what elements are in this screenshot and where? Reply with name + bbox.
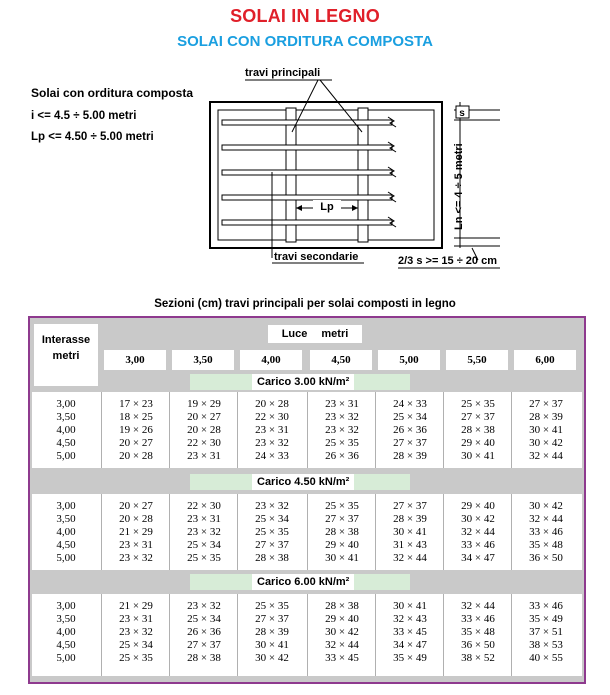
section-column bbox=[170, 600, 238, 665]
section-value: 30 × 41 bbox=[529, 424, 563, 436]
section-value: 31 × 43 bbox=[393, 539, 427, 551]
section-value: 33 × 45 bbox=[393, 626, 427, 638]
interasse-value: 5,00 bbox=[56, 652, 76, 664]
section-value: 22 × 30 bbox=[187, 437, 221, 449]
floor-plan-diagram bbox=[200, 62, 510, 274]
interasse-value: 4,00 bbox=[56, 526, 76, 538]
section-value: 25 × 34 bbox=[119, 639, 153, 651]
section-value: 35 × 49 bbox=[393, 652, 427, 664]
section-value: 25 × 35 bbox=[255, 526, 289, 538]
section-value: 33 × 46 bbox=[461, 539, 495, 551]
section-value: 22 × 30 bbox=[255, 411, 289, 423]
section-value: 29 × 40 bbox=[325, 613, 359, 625]
section-value: 20 × 27 bbox=[119, 500, 153, 512]
info-interasse: i <= 4.5 ÷ 5.00 metri bbox=[31, 110, 137, 122]
label-travi-principali: travi principali bbox=[245, 67, 321, 79]
section-value: 26 × 36 bbox=[187, 626, 221, 638]
section-value: 25 × 34 bbox=[255, 513, 289, 525]
section-value: 40 × 55 bbox=[529, 652, 563, 664]
section-value: 32 × 44 bbox=[529, 513, 563, 525]
section-value: 27 × 37 bbox=[187, 639, 221, 651]
section-value: 38 × 53 bbox=[529, 639, 563, 651]
section-column bbox=[170, 398, 238, 463]
section-column bbox=[308, 500, 376, 565]
interasse-value: 3,50 bbox=[56, 513, 76, 525]
section-column bbox=[444, 398, 512, 463]
info-luce: Lp <= 4.50 ÷ 5.00 metri bbox=[31, 131, 154, 143]
section-column bbox=[512, 398, 580, 463]
interasse-column bbox=[32, 398, 100, 463]
section-value: 29 × 40 bbox=[461, 500, 495, 512]
section-column bbox=[444, 600, 512, 665]
sections-table bbox=[28, 316, 586, 684]
section-value: 23 × 32 bbox=[187, 526, 221, 538]
table-caption: Sezioni (cm) travi principali per solai composti in legno bbox=[154, 298, 456, 310]
section-column bbox=[238, 398, 306, 463]
section-value: 30 × 41 bbox=[393, 600, 427, 612]
section-value: 23 × 32 bbox=[255, 437, 289, 449]
section-value: 30 × 42 bbox=[529, 500, 563, 512]
label-travi-secondarie: travi secondarie bbox=[274, 251, 359, 263]
interasse-value: 3,00 bbox=[56, 500, 76, 512]
section-value: 18 × 25 bbox=[119, 411, 153, 423]
page-subtitle: SOLAI CON ORDITURA COMPOSTA bbox=[177, 33, 433, 50]
section-column bbox=[512, 500, 580, 565]
section-value: 20 × 27 bbox=[119, 437, 153, 449]
section-value: 27 × 37 bbox=[393, 500, 427, 512]
interasse-header bbox=[34, 324, 98, 386]
luce-label: Luce bbox=[281, 328, 308, 340]
section-value: 21 × 29 bbox=[119, 600, 153, 612]
section-value: 29 × 40 bbox=[325, 539, 359, 551]
section-value: 27 × 37 bbox=[461, 411, 495, 423]
section-value: 25 × 35 bbox=[255, 600, 289, 612]
section-value: 23 × 31 bbox=[187, 513, 221, 525]
interasse-value: 3,50 bbox=[56, 613, 76, 625]
section-value: 35 × 49 bbox=[529, 613, 563, 625]
section-value: 23 × 32 bbox=[325, 411, 359, 423]
section-column bbox=[376, 500, 444, 565]
section-value: 19 × 29 bbox=[187, 398, 221, 410]
section-value: 27 × 37 bbox=[529, 398, 563, 410]
span-header: 6,00 bbox=[514, 350, 576, 370]
section-value: 23 × 31 bbox=[119, 613, 153, 625]
info-heading: Solai con orditura composta bbox=[31, 86, 194, 100]
section-value: 34 × 47 bbox=[393, 639, 427, 651]
section-value: 30 × 42 bbox=[325, 626, 359, 638]
section-value: 21 × 29 bbox=[119, 526, 153, 538]
section-value: 25 × 34 bbox=[187, 539, 221, 551]
section-value: 30 × 42 bbox=[255, 652, 289, 664]
section-value: 25 × 35 bbox=[325, 500, 359, 512]
section-value: 27 × 37 bbox=[255, 613, 289, 625]
load-block bbox=[32, 594, 582, 676]
section-value: 30 × 41 bbox=[393, 526, 427, 538]
span-header: 4,50 bbox=[310, 350, 372, 370]
section-value: 30 × 41 bbox=[255, 639, 289, 651]
section-value: 23 × 31 bbox=[119, 539, 153, 551]
section-value: 30 × 42 bbox=[529, 437, 563, 449]
section-value: 24 × 33 bbox=[255, 450, 289, 462]
section-value: 32 × 44 bbox=[529, 450, 563, 462]
section-value: 35 × 48 bbox=[461, 626, 495, 638]
section-value: 20 × 28 bbox=[255, 398, 289, 410]
section-value: 28 × 39 bbox=[393, 513, 427, 525]
section-column bbox=[238, 600, 306, 665]
section-value: 25 × 35 bbox=[187, 552, 221, 564]
section-value: 23 × 31 bbox=[187, 450, 221, 462]
interasse-value: 4,50 bbox=[56, 437, 76, 449]
section-value: 32 × 43 bbox=[393, 613, 427, 625]
section-value: 29 × 40 bbox=[461, 437, 495, 449]
luce-unit: metri bbox=[321, 328, 349, 340]
section-column bbox=[512, 600, 580, 665]
load-block bbox=[32, 392, 582, 468]
section-value: 23 × 32 bbox=[119, 552, 153, 564]
interasse-value: 4,50 bbox=[56, 539, 76, 551]
interasse-value: 4,50 bbox=[56, 639, 76, 651]
load-label: Carico 3.00 kN/m² bbox=[252, 374, 354, 390]
section-value: 32 × 44 bbox=[461, 526, 495, 538]
section-value: 23 × 31 bbox=[255, 424, 289, 436]
section-value: 19 × 26 bbox=[119, 424, 153, 436]
section-value: 20 × 27 bbox=[187, 411, 221, 423]
interasse-value: 5,00 bbox=[56, 450, 76, 462]
section-value: 33 × 46 bbox=[529, 526, 563, 538]
section-column bbox=[102, 398, 170, 463]
section-value: 28 × 38 bbox=[187, 652, 221, 664]
section-value: 25 × 34 bbox=[187, 613, 221, 625]
load-label: Carico 6.00 kN/m² bbox=[252, 574, 354, 590]
section-value: 20 × 28 bbox=[187, 424, 221, 436]
section-value: 36 × 50 bbox=[461, 639, 495, 651]
section-value: 22 × 30 bbox=[187, 500, 221, 512]
section-value: 24 × 33 bbox=[393, 398, 427, 410]
span-header: 4,00 bbox=[240, 350, 302, 370]
interasse-value: 3,00 bbox=[56, 398, 76, 410]
section-value: 20 × 28 bbox=[119, 450, 153, 462]
section-value: 23 × 32 bbox=[325, 424, 359, 436]
section-column bbox=[376, 600, 444, 665]
label-s: s bbox=[459, 108, 465, 119]
section-value: 17 × 23 bbox=[119, 398, 153, 410]
section-value: 28 × 38 bbox=[255, 552, 289, 564]
section-value: 32 × 44 bbox=[461, 600, 495, 612]
section-column bbox=[308, 600, 376, 665]
section-column bbox=[102, 500, 170, 565]
section-value: 30 × 41 bbox=[461, 450, 495, 462]
section-value: 28 × 38 bbox=[461, 424, 495, 436]
section-value: 25 × 35 bbox=[325, 437, 359, 449]
section-value: 25 × 35 bbox=[461, 398, 495, 410]
section-value: 26 × 36 bbox=[393, 424, 427, 436]
section-column bbox=[444, 500, 512, 565]
section-value: 35 × 48 bbox=[529, 539, 563, 551]
span-header: 5,50 bbox=[446, 350, 508, 370]
section-value: 37 × 51 bbox=[529, 626, 563, 638]
section-value: 23 × 32 bbox=[119, 626, 153, 638]
section-value: 25 × 34 bbox=[393, 411, 427, 423]
section-column bbox=[102, 600, 170, 665]
section-column bbox=[170, 500, 238, 565]
section-column bbox=[308, 398, 376, 463]
load-label: Carico 4.50 kN/m² bbox=[252, 474, 354, 490]
label-lp: Lp bbox=[320, 201, 334, 213]
load-block bbox=[32, 494, 582, 570]
span-header: 3,50 bbox=[172, 350, 234, 370]
interasse-label: Interasse bbox=[41, 334, 91, 346]
section-value: 36 × 50 bbox=[529, 552, 563, 564]
section-value: 28 × 39 bbox=[529, 411, 563, 423]
section-value: 30 × 42 bbox=[461, 513, 495, 525]
section-value: 25 × 35 bbox=[119, 652, 153, 664]
label-ln: Ln <= 4 ÷ 5 metri bbox=[453, 143, 465, 230]
interasse-value: 4,00 bbox=[56, 626, 76, 638]
span-header: 3,00 bbox=[104, 350, 166, 370]
span-header: 5,00 bbox=[378, 350, 440, 370]
section-value: 27 × 37 bbox=[393, 437, 427, 449]
label-spacing: 2/3 s >= 15 ÷ 20 cm bbox=[398, 255, 497, 267]
interasse-unit: metri bbox=[52, 350, 80, 362]
section-column bbox=[238, 500, 306, 565]
section-value: 33 × 46 bbox=[461, 613, 495, 625]
section-value: 33 × 46 bbox=[529, 600, 563, 612]
section-value: 27 × 37 bbox=[325, 513, 359, 525]
interasse-column bbox=[32, 500, 100, 565]
section-value: 30 × 41 bbox=[325, 552, 359, 564]
interasse-value: 3,50 bbox=[56, 411, 76, 423]
section-value: 28 × 39 bbox=[393, 450, 427, 462]
section-value: 28 × 38 bbox=[325, 600, 359, 612]
section-value: 26 × 36 bbox=[325, 450, 359, 462]
interasse-value: 5,00 bbox=[56, 552, 76, 564]
luce-header bbox=[268, 325, 362, 343]
section-value: 32 × 44 bbox=[325, 639, 359, 651]
interasse-column bbox=[32, 600, 100, 665]
section-value: 34 × 47 bbox=[461, 552, 495, 564]
interasse-value: 4,00 bbox=[56, 424, 76, 436]
section-column bbox=[376, 398, 444, 463]
interasse-value: 3,00 bbox=[56, 600, 76, 612]
section-value: 28 × 38 bbox=[325, 526, 359, 538]
page-title: SOLAI IN LEGNO bbox=[230, 6, 380, 26]
section-value: 32 × 44 bbox=[393, 552, 427, 564]
section-value: 28 × 39 bbox=[255, 626, 289, 638]
section-value: 20 × 28 bbox=[119, 513, 153, 525]
section-value: 27 × 37 bbox=[255, 539, 289, 551]
section-value: 38 × 52 bbox=[461, 652, 495, 664]
section-value: 23 × 32 bbox=[187, 600, 221, 612]
section-value: 23 × 32 bbox=[255, 500, 289, 512]
section-value: 33 × 45 bbox=[325, 652, 359, 664]
section-value: 23 × 31 bbox=[325, 398, 359, 410]
